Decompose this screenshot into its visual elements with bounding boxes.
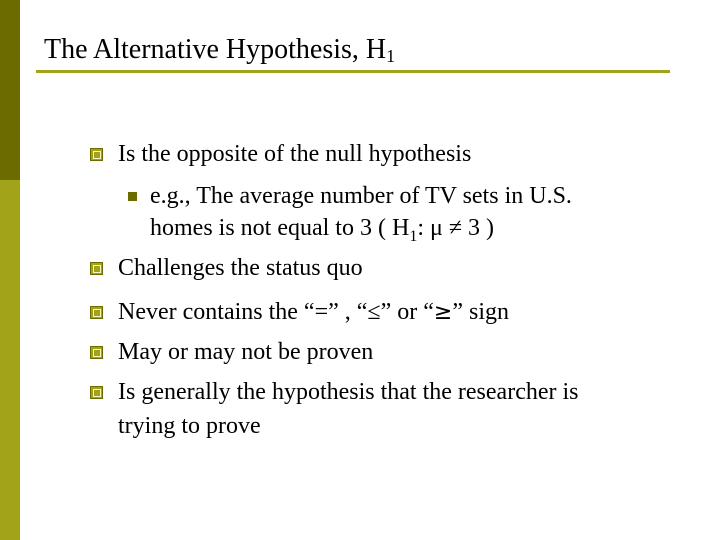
- bullet-text-5-line-1: Is generally the hypothesis that the researcher is: [118, 379, 579, 405]
- sub-bullet-line-2-math: : μ ≠ 3 ): [417, 215, 495, 241]
- bullet-icon: [90, 346, 103, 359]
- slide-title-text: The Alternative Hypothesis, H: [44, 34, 387, 65]
- sidebar-decoration: [0, 0, 20, 540]
- bullet-text-2: Challenges the status quo: [118, 255, 363, 281]
- sidebar-light-segment: [0, 180, 20, 540]
- bullet-text-3a: Never contains the “=” , “≤” or “: [118, 299, 434, 325]
- bullet-icon: [90, 262, 103, 275]
- bullet-icon: [90, 386, 103, 399]
- sidebar-dark-segment: [0, 0, 20, 180]
- sub-bullet-line-2: [150, 210, 494, 255]
- bullet-text-3: [118, 294, 509, 331]
- greater-equal-symbol: ≥: [433, 300, 453, 325]
- bullet-icon: [90, 306, 103, 319]
- bullet-text-3b: ” sign: [452, 299, 509, 325]
- slide-title-subscript: 1: [386, 46, 396, 66]
- bullet-text-1: Is the opposite of the null hypothesis: [118, 141, 472, 167]
- bullet-icon: [90, 148, 103, 161]
- title-underline: [36, 70, 670, 73]
- bullet-text-5-line-2: trying to prove: [118, 413, 261, 439]
- sub-bullet-line-1: e.g., The average number of TV sets in U.S.: [150, 183, 572, 209]
- sub-bullet-line-2-text: homes is not equal to 3 ( H: [150, 215, 410, 241]
- sub-bullet-subscript: 1: [409, 227, 418, 245]
- slide-title: [44, 34, 395, 67]
- sub-bullet-icon: [128, 192, 137, 201]
- bullet-text-4: May or may not be proven: [118, 339, 374, 365]
